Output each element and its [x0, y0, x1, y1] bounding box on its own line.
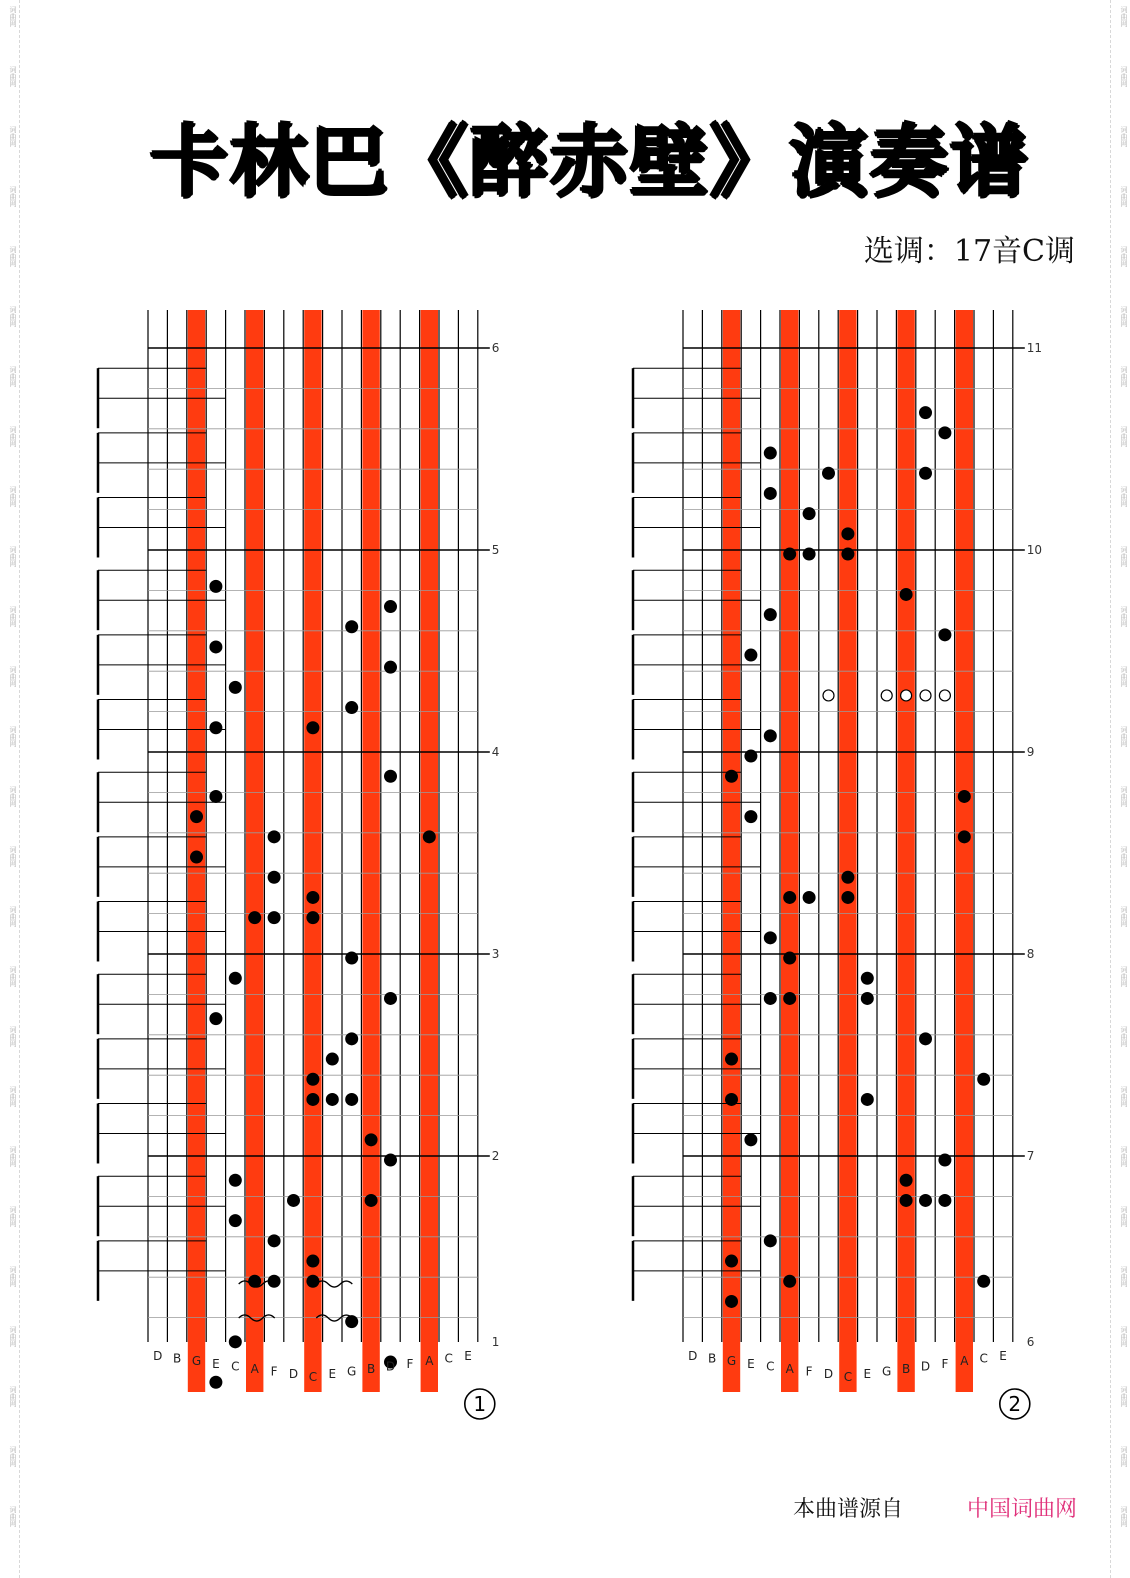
- tine-label: C: [308, 1369, 318, 1384]
- tine-label: B: [172, 1351, 182, 1366]
- watermark-text: 词曲网: [9, 1266, 17, 1287]
- note-dot: [744, 1133, 757, 1146]
- measure-number: 6: [491, 341, 500, 355]
- note-dot: [384, 770, 397, 783]
- rest-note: [881, 690, 892, 701]
- watermark-text: 词曲网: [1120, 1506, 1128, 1527]
- note-dot: [209, 790, 222, 803]
- tine-label: C: [444, 1351, 453, 1366]
- watermark-text: 词曲网: [9, 486, 17, 507]
- note-dot: [365, 1194, 378, 1207]
- note-dot: [287, 1194, 300, 1207]
- note-dot: [919, 467, 932, 480]
- note-dot: [190, 851, 203, 864]
- watermark-text: 词曲网: [1120, 1206, 1128, 1227]
- tine-highlight: [246, 310, 263, 1392]
- note-dot: [861, 992, 874, 1005]
- tine-highlight: [839, 310, 856, 1392]
- watermark-text: 词曲网: [1120, 486, 1128, 507]
- watermark-text: 词曲网: [9, 666, 17, 687]
- page-marker: 2: [1008, 1392, 1022, 1416]
- tine-label: D: [920, 1359, 931, 1374]
- note-dot: [306, 1073, 319, 1086]
- watermark-text: 词曲网: [1120, 546, 1128, 567]
- note-dot: [209, 580, 222, 593]
- note-dot: [900, 588, 913, 601]
- tine-label: C: [843, 1369, 853, 1384]
- left-watermark-strip: [0, 0, 20, 1578]
- note-dot: [919, 1032, 932, 1045]
- watermark-text: 词曲网: [1120, 846, 1128, 867]
- note-dot: [841, 891, 854, 904]
- note-dot: [822, 467, 835, 480]
- note-dot: [268, 1234, 281, 1247]
- kalimba-tab-panel-2: [630, 300, 1050, 1430]
- watermark-text: 词曲网: [9, 786, 17, 807]
- watermark-text: 词曲网: [1120, 1326, 1128, 1347]
- tine-label: C: [979, 1351, 988, 1366]
- note-dot: [764, 1234, 777, 1247]
- note-dot: [209, 640, 222, 653]
- watermark-text: 词曲网: [9, 1146, 17, 1167]
- measure-number: 6: [1026, 1335, 1035, 1349]
- watermark-text: 词曲网: [9, 126, 17, 147]
- note-dot: [977, 1275, 990, 1288]
- note-dot: [345, 952, 358, 965]
- note-dot: [209, 1376, 222, 1389]
- watermark-text: 词曲网: [9, 426, 17, 447]
- note-dot: [803, 507, 816, 520]
- note-dot: [423, 830, 436, 843]
- note-dot: [345, 1093, 358, 1106]
- tine-label: F: [270, 1364, 278, 1379]
- note-dot: [900, 1174, 913, 1187]
- note-dot: [190, 810, 203, 823]
- note-dot: [725, 770, 738, 783]
- note-dot: [229, 681, 242, 694]
- tine-label: F: [406, 1356, 414, 1371]
- tine-label: E: [747, 1356, 755, 1371]
- watermark-text: 词曲网: [1120, 1446, 1128, 1467]
- note-dot: [861, 1093, 874, 1106]
- note-dot: [764, 447, 777, 460]
- watermark-text: 词曲网: [9, 6, 17, 27]
- watermark-text: 词曲网: [9, 1446, 17, 1467]
- tine-label: D: [385, 1359, 396, 1374]
- watermark-text: 词曲网: [1120, 306, 1128, 327]
- note-dot: [384, 1154, 397, 1167]
- note-dot: [938, 426, 951, 439]
- watermark-text: 词曲网: [9, 306, 17, 327]
- tine-highlight: [362, 310, 379, 1392]
- measure-number: 1: [491, 1335, 500, 1349]
- note-dot: [248, 911, 261, 924]
- note-dot: [744, 750, 757, 763]
- note-dot: [764, 487, 777, 500]
- watermark-text: 词曲网: [9, 1086, 17, 1107]
- tine-label: E: [328, 1367, 337, 1382]
- note-dot: [268, 830, 281, 843]
- note-dot: [306, 1255, 319, 1268]
- watermark-text: 词曲网: [9, 606, 17, 627]
- note-dot: [938, 1194, 951, 1207]
- note-dot: [306, 1093, 319, 1106]
- note-dot: [345, 1032, 358, 1045]
- note-dot: [803, 548, 816, 561]
- tine-label: G: [347, 1364, 357, 1379]
- watermark-text: 词曲网: [9, 906, 17, 927]
- watermark-text: 词曲网: [1120, 606, 1128, 627]
- tine-label: G: [191, 1354, 202, 1369]
- watermark-text: 词曲网: [1120, 786, 1128, 807]
- watermark-text: 词曲网: [9, 1506, 17, 1527]
- watermark-text: 词曲网: [1120, 126, 1128, 147]
- watermark-text: 词曲网: [9, 1326, 17, 1347]
- note-dot: [764, 608, 777, 621]
- watermark-text: 词曲网: [1120, 726, 1128, 747]
- note-dot: [384, 600, 397, 613]
- tine-label: A: [785, 1362, 794, 1376]
- note-dot: [345, 701, 358, 714]
- tine-label: E: [212, 1356, 220, 1371]
- note-dot: [306, 721, 319, 734]
- tine-label: C: [766, 1359, 775, 1374]
- measure-number: 10: [1026, 543, 1043, 557]
- note-dot: [764, 992, 777, 1005]
- tine-label: D: [153, 1349, 163, 1363]
- note-dot: [345, 620, 358, 633]
- rest-note: [920, 690, 931, 701]
- watermark-text: 词曲网: [1120, 246, 1128, 267]
- tine-label: D: [688, 1349, 698, 1363]
- watermark-text: 词曲网: [1120, 1146, 1128, 1167]
- note-dot: [725, 1093, 738, 1106]
- note-dot: [229, 1335, 242, 1348]
- tine-label: D: [288, 1367, 299, 1382]
- note-dot: [958, 790, 971, 803]
- tine-highlight: [781, 310, 798, 1392]
- watermark-text: 词曲网: [1120, 966, 1128, 987]
- note-dot: [744, 810, 757, 823]
- note-dot: [919, 1194, 932, 1207]
- note-dot: [229, 972, 242, 985]
- note-dot: [744, 649, 757, 662]
- watermark-text: 词曲网: [1120, 66, 1128, 87]
- tine-highlight: [956, 310, 973, 1392]
- note-dot: [229, 1214, 242, 1227]
- watermark-text: 词曲网: [9, 726, 17, 747]
- note-dot: [306, 1275, 319, 1288]
- tine-label: B: [707, 1351, 717, 1366]
- note-dot: [783, 952, 796, 965]
- note-dot: [977, 1073, 990, 1086]
- note-dot: [725, 1255, 738, 1268]
- watermark-text: 词曲网: [9, 1026, 17, 1047]
- note-dot: [919, 406, 932, 419]
- note-dot: [384, 661, 397, 674]
- tine-label: G: [726, 1354, 737, 1369]
- tine-highlight: [421, 310, 438, 1392]
- measure-number: 9: [1026, 745, 1035, 759]
- tine-label: E: [863, 1367, 872, 1382]
- watermark-text: 词曲网: [9, 66, 17, 87]
- note-dot: [841, 548, 854, 561]
- tie-mark: [316, 1281, 352, 1287]
- rest-note: [823, 690, 834, 701]
- note-dot: [783, 891, 796, 904]
- measure-number: 4: [491, 745, 500, 759]
- note-dot: [764, 931, 777, 944]
- measure-number: 2: [491, 1149, 500, 1163]
- tine-label: E: [464, 1349, 472, 1363]
- measure-number: 8: [1026, 947, 1035, 961]
- measure-number: 7: [1026, 1149, 1035, 1163]
- watermark-text: 词曲网: [9, 966, 17, 987]
- watermark-text: 词曲网: [9, 846, 17, 867]
- watermark-text: 词曲网: [1120, 1086, 1128, 1107]
- right-watermark-strip: [1110, 0, 1130, 1578]
- watermark-text: 词曲网: [1120, 666, 1128, 687]
- kalimba-tab-panel-1: [95, 300, 515, 1430]
- watermark-text: 词曲网: [1120, 1026, 1128, 1047]
- note-dot: [384, 992, 397, 1005]
- tine-label: E: [999, 1349, 1007, 1363]
- note-dot: [803, 891, 816, 904]
- watermark-text: 词曲网: [1120, 186, 1128, 207]
- note-dot: [958, 830, 971, 843]
- note-dot: [861, 972, 874, 985]
- page-marker: 1: [473, 1392, 487, 1416]
- note-dot: [268, 911, 281, 924]
- measure-number: 11: [1026, 341, 1043, 355]
- tine-highlight: [304, 310, 321, 1392]
- tine-label: A: [425, 1354, 434, 1369]
- watermark-text: 词曲网: [1120, 1266, 1128, 1287]
- note-dot: [326, 1093, 339, 1106]
- watermark-text: 词曲网: [9, 246, 17, 267]
- note-dot: [938, 628, 951, 641]
- note-dot: [841, 527, 854, 540]
- tine-label: B: [366, 1362, 376, 1376]
- tine-label: A: [960, 1354, 969, 1369]
- measure-number: 3: [491, 947, 500, 961]
- note-dot: [209, 721, 222, 734]
- page-title: 卡林巴《醉赤壁》演奏谱: [150, 118, 1031, 208]
- note-dot: [725, 1295, 738, 1308]
- tine-label: B: [901, 1362, 911, 1376]
- note-dot: [764, 729, 777, 742]
- note-dot: [725, 1053, 738, 1066]
- note-dot: [209, 1012, 222, 1025]
- tine-highlight: [897, 310, 914, 1392]
- note-dot: [841, 871, 854, 884]
- tine-label: F: [941, 1356, 949, 1371]
- rest-note: [939, 690, 950, 701]
- watermark-text: 词曲网: [9, 1386, 17, 1407]
- tine-label: F: [805, 1364, 813, 1379]
- watermark-text: 词曲网: [1120, 6, 1128, 27]
- tine-highlight: [723, 310, 740, 1392]
- note-dot: [268, 871, 281, 884]
- tine-label: C: [231, 1359, 240, 1374]
- watermark-text: 词曲网: [1120, 906, 1128, 927]
- note-dot: [229, 1174, 242, 1187]
- note-dot: [900, 1194, 913, 1207]
- watermark-text: 词曲网: [1120, 1386, 1128, 1407]
- watermark-text: 词曲网: [9, 186, 17, 207]
- note-dot: [306, 891, 319, 904]
- tine-label: A: [250, 1362, 259, 1376]
- note-dot: [938, 1154, 951, 1167]
- source-site-link[interactable]: 中国词曲网: [967, 1497, 1078, 1522]
- watermark-text: 词曲网: [9, 1206, 17, 1227]
- source-label: 本曲谱源自: [793, 1497, 904, 1522]
- rest-note: [901, 690, 912, 701]
- note-dot: [783, 1275, 796, 1288]
- key-selection: 选调：17音C调: [863, 234, 1075, 269]
- measure-number: 5: [491, 543, 500, 557]
- watermark-text: 词曲网: [9, 366, 17, 387]
- note-dot: [326, 1053, 339, 1066]
- tine-label: G: [882, 1364, 892, 1379]
- note-dot: [306, 911, 319, 924]
- watermark-text: 词曲网: [9, 546, 17, 567]
- watermark-text: 词曲网: [1120, 366, 1128, 387]
- note-dot: [783, 548, 796, 561]
- watermark-text: 词曲网: [1120, 426, 1128, 447]
- tine-label: D: [823, 1367, 834, 1382]
- note-dot: [783, 992, 796, 1005]
- note-dot: [365, 1133, 378, 1146]
